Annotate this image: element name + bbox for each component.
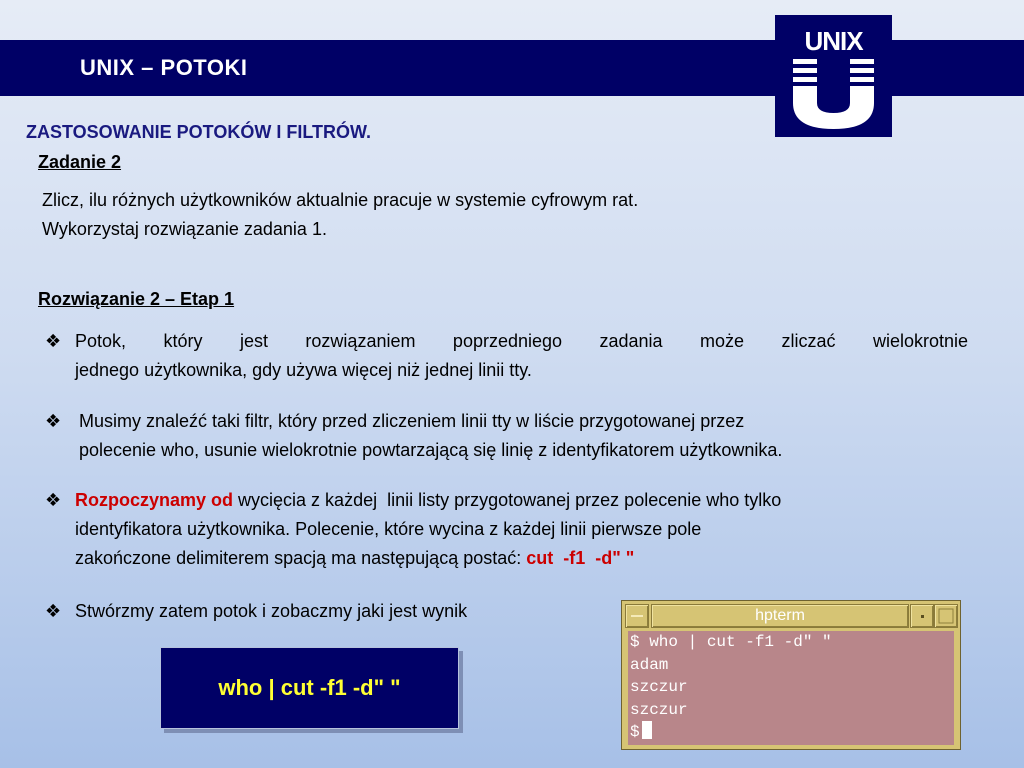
diamond-bullet-icon: ❖ (45, 411, 62, 431)
task-title: Zadanie 2 (38, 152, 122, 172)
bullet-3-line-1 (75, 486, 990, 515)
bullet-3-highlight: Rozpoczynamy od (75, 490, 234, 510)
cut-command: cut -f1 -d" " (526, 548, 635, 568)
terminal-line: szczur (630, 700, 688, 719)
bullet-3-line-1-text: wycięcia z każdej linii listy przygotowanej przez polecenie who tylko (233, 490, 782, 510)
command-box (160, 647, 459, 729)
terminal-line: $ who | cut -f1 -d" " (630, 633, 832, 651)
terminal-line: szczur (630, 678, 688, 696)
section-heading: ZASTOSOWANIE POTOKÓW I FILTRÓW. (26, 122, 371, 142)
bullet-4-line-1: Stwórzmy zatem potok i zobaczmy jaki jest wynik (75, 601, 468, 621)
task-line-2: Wykorzystaj rozwiązanie zadania 1. (42, 219, 327, 239)
bullet-3-line-3 (75, 544, 990, 573)
diamond-bullet-icon: ❖ (45, 490, 62, 510)
diamond-bullet-icon: ❖ (45, 601, 62, 621)
bullet-3-line-3-text: zakończone delimiterem spacją ma następującą postać: (75, 548, 527, 568)
task-line-1: Zlicz, ilu różnych użytkowników aktualnie pracuje w systemie cyfrowym rat. (42, 190, 639, 210)
window-menu-button[interactable] (625, 604, 649, 628)
bullet-2-line-1: Musimy znaleźć taki filtr, który przed zliczeniem linii tty w liście przygotowanej przez (79, 411, 745, 431)
bullet-1-line-1: Potok, który jest rozwiązaniem poprzedniego zadania może zliczać wielokrotnie (75, 331, 968, 351)
terminal-prompt: $ (630, 723, 640, 741)
terminal-titlebar[interactable] (625, 604, 957, 628)
bullet-3-line-2: identyfikatora użytkownika. Polecenie, które wycina z każdej linii pierwsze pole (75, 519, 702, 539)
minimize-icon (911, 605, 933, 627)
unix-logo-icon (775, 15, 892, 137)
solution-title: Rozwiązanie 2 – Etap 1 (38, 289, 235, 309)
diamond-bullet-icon: ❖ (45, 331, 62, 351)
logo-text: UNIX (804, 26, 863, 56)
logo-u-shape (793, 59, 874, 129)
command-text: who | cut -f1 -d" " (218, 675, 401, 700)
terminal-window[interactable] (621, 600, 961, 750)
menu-bar-icon (626, 605, 648, 627)
maximize-button[interactable] (934, 604, 958, 628)
terminal-prompt-line[interactable] (630, 721, 954, 744)
terminal-screen[interactable] (628, 631, 954, 745)
terminal-title[interactable]: hpterm (651, 604, 909, 628)
minimize-button[interactable] (910, 604, 934, 628)
bullet-1-line-2: jednego użytkownika, gdy używa więcej niż jednej linii tty. (75, 360, 532, 380)
terminal-line: adam (630, 655, 669, 674)
cursor (642, 721, 652, 739)
maximize-icon (935, 605, 957, 627)
task-description (42, 186, 638, 244)
bullet-2-line-2: polecenie who, usunie wielokrotnie powtarzającą się linię z identyfikatorem użytkownika. (79, 440, 783, 460)
slide-title: UNIX – POTOKI (80, 55, 248, 80)
